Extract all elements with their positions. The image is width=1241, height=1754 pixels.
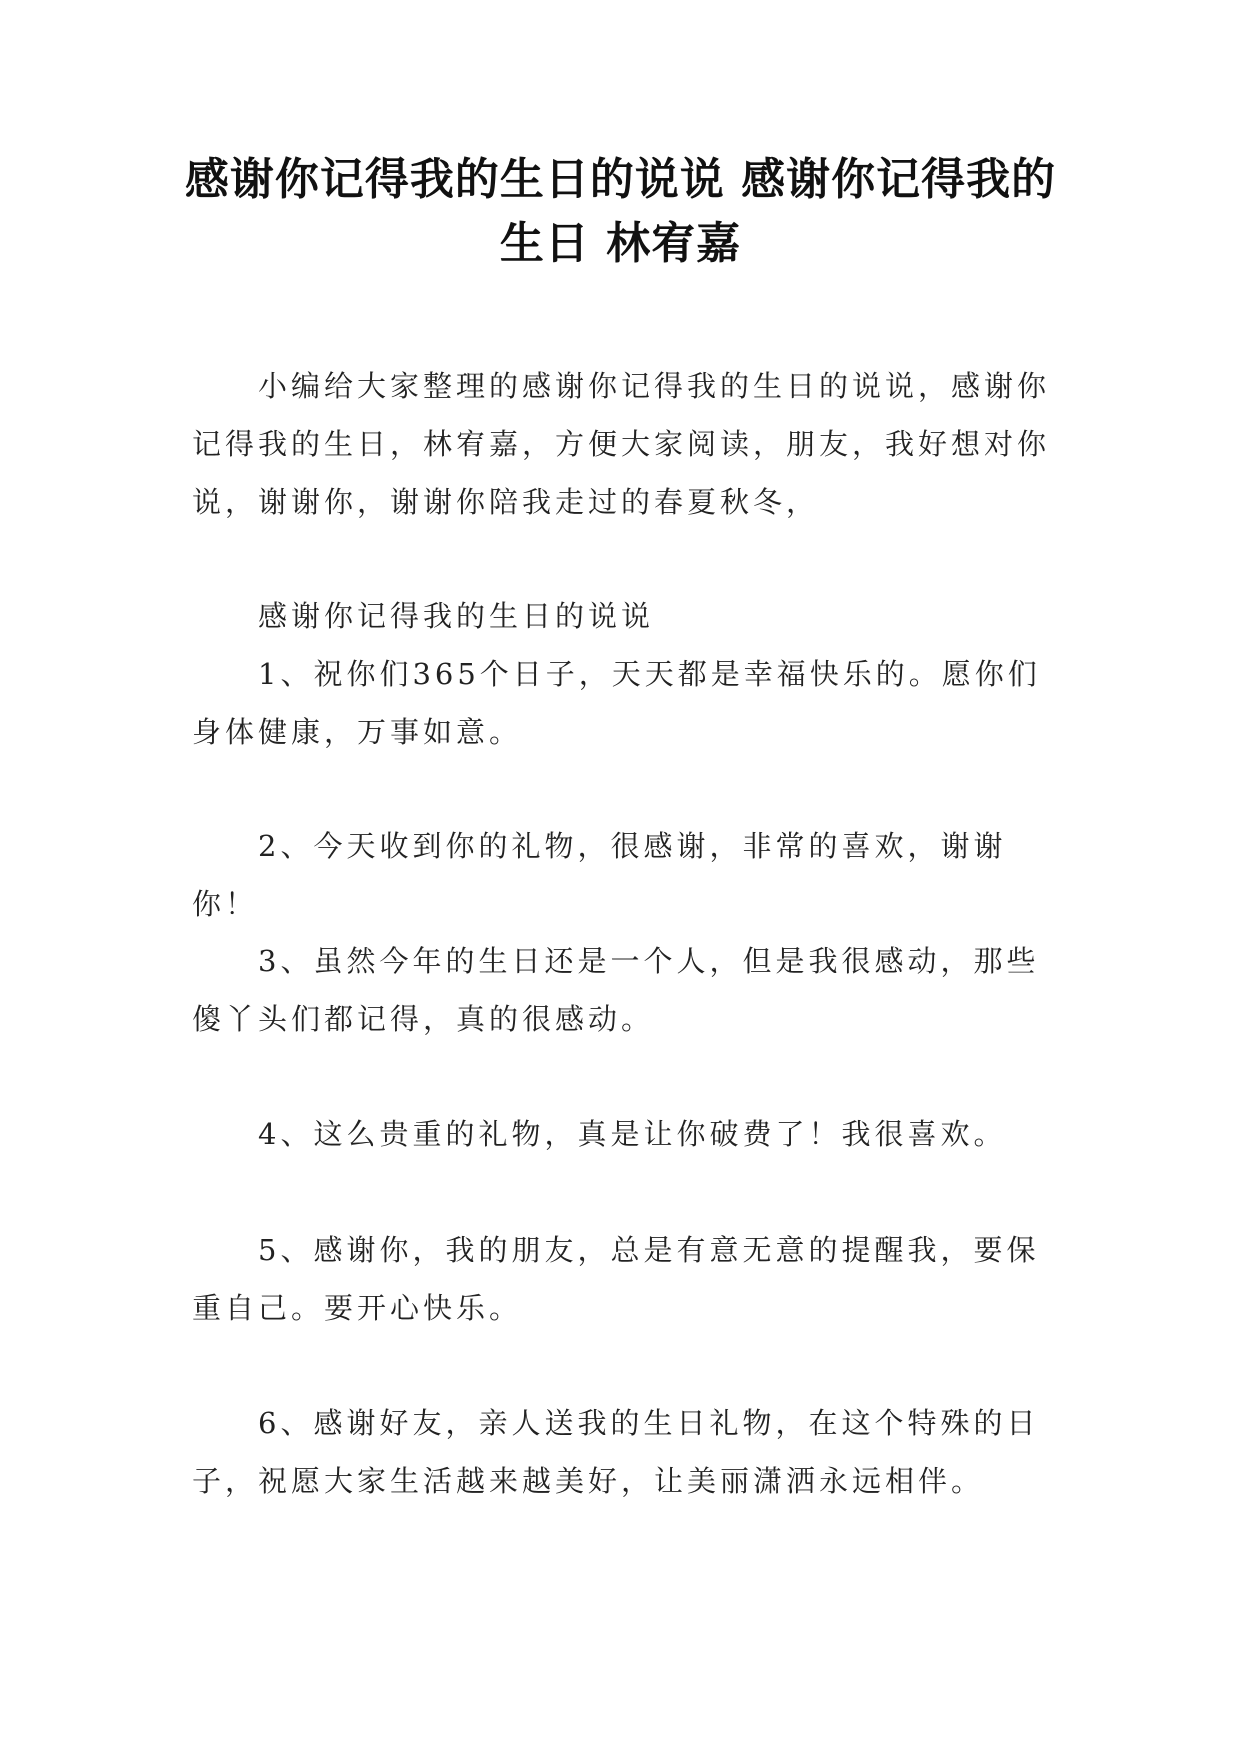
- list-item-5: 5、感谢你，我的朋友，总是有意无意的提醒我，要保重自己。要开心快乐。: [192, 1233, 1040, 1325]
- section-heading: 感谢你记得我的生日的说说: [258, 599, 655, 633]
- list-item-4: 4、这么贵重的礼物，真是让你破费了！我很喜欢。: [258, 1117, 1007, 1151]
- list-item-6: 6、感谢好友，亲人送我的生日礼物，在这个特殊的日子，祝愿大家生活越来越美好，让美丽潇洒永远相伴。: [192, 1406, 1040, 1498]
- list-item-1: 1、祝你们365个日子，天天都是幸福快乐的。愿你们身体健康，万事如意。: [192, 657, 1041, 749]
- page-title: 感谢你记得我的生日的说说 感谢你记得我的生日 林宥嘉: [184, 154, 1057, 269]
- list-item-2: 2、今天收到你的礼物，很感谢，非常的喜欢，谢谢你！: [192, 829, 1007, 921]
- list-item-3: 3、虽然今年的生日还是一个人，但是我很感动，那些傻丫头们都记得，真的很感动。: [192, 944, 1040, 1036]
- intro-paragraph: 小编给大家整理的感谢你记得我的生日的说说，感谢你记得我的生日，林宥嘉，方便大家阅读，朋友，我好想对你说，谢谢你，谢谢你陪我走过的春夏秋冬，: [192, 369, 1051, 519]
